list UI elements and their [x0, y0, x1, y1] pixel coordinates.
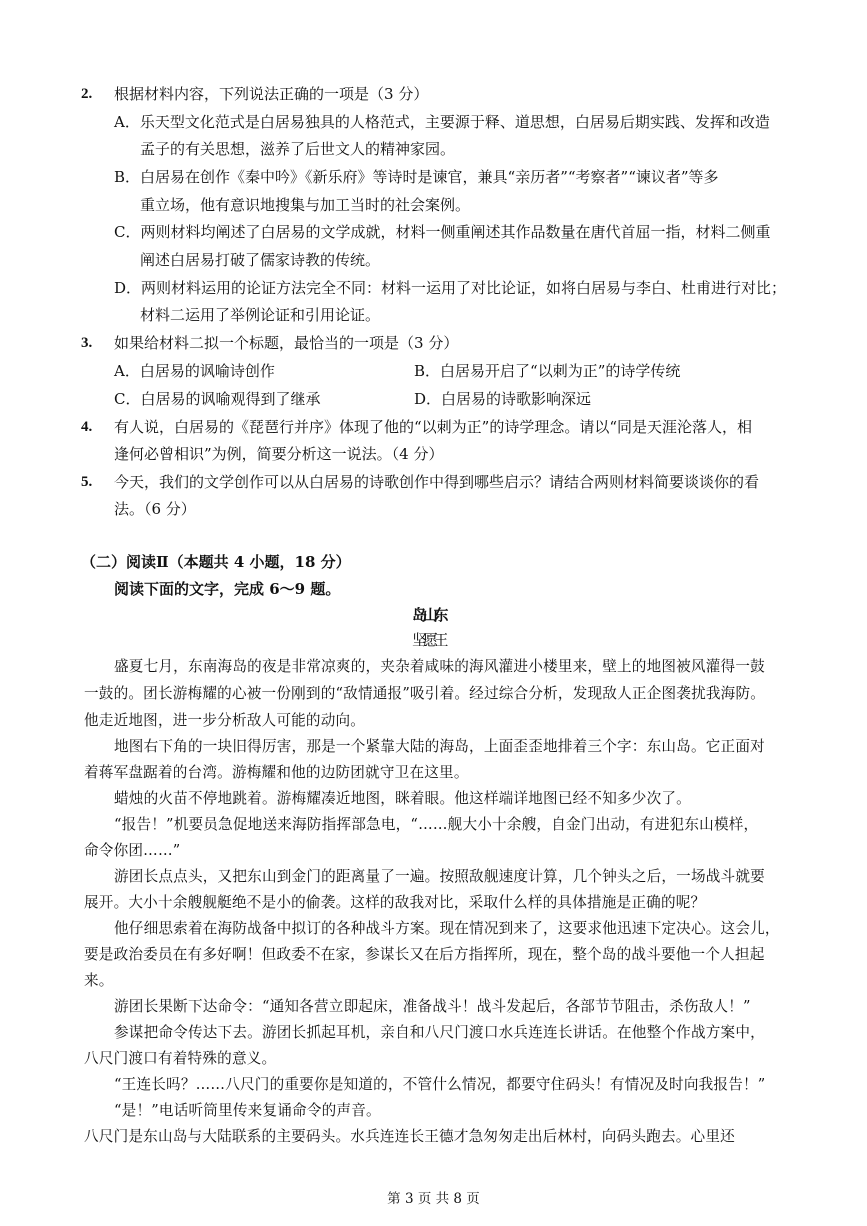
question-2-stem: 根据材料内容，下列说法正确的一项是（3 分） — [114, 85, 429, 103]
question-2-option-d-line1: D．两则材料运用的论证方法完全不同：材料一运用了对比论证，如将白居易与李白、杜甫进行对比； — [114, 279, 787, 297]
question-2-option-d-line2: 材料二运用了举例论证和引用论证。 — [140, 306, 381, 324]
question-2-option-b-line1: B．白居易在创作《秦中吟》《新乐府》等诗时是谏官，兼具“亲历者”“考察者”“谏议者”等多 — [114, 168, 719, 186]
story-line: 地图右下角的一块旧得厉害，那是一个紧靠大陆的海岛，上面歪歪地排着三个字：东山岛。它正面对 — [114, 738, 765, 755]
question-3-stem: 如果给材料二拟一个标题，最恰当的一项是（3 分） — [114, 334, 459, 352]
story-title — [0, 605, 867, 625]
page-footer: 第 3 页 共 8 页 — [387, 1191, 480, 1207]
story-line: 八尺门是东山岛与大陆联系的主要码头。水兵连连长王德才急匆匆走出后林村，向码头跑去。心里还 — [84, 1128, 735, 1145]
question-5-number: 5. — [81, 474, 93, 490]
story-line: “是！”电话听筒里传来复诵命令的声音。 — [114, 1102, 381, 1119]
question-2-option-a-line2: 孟子的有关思想，滋养了后世文人的精神家园。 — [140, 140, 456, 158]
story-line: 要是政治委员在有多好啊！但政委不在家，参谋长又在后方指挥所，现在，整个岛的战斗要他一个人担起 — [84, 946, 765, 963]
story-line: 来。 — [84, 972, 114, 989]
question-4-line2: 逢何必曾相识”为例，简要分析这一说法。（4 分） — [114, 445, 444, 463]
story-line: 游团长点点头，又把东山到金门的距离量了一遍。按照敌舰速度计算，几个钟头之后，一场战斗就要 — [114, 868, 765, 885]
story-line: 参谋把命令传达下去。游团长抓起耳机，亲自和八尺门渡口水兵连连长讲话。在他整个作战方案中， — [114, 1024, 765, 1041]
section-instruction: 阅读下面的文字，完成 6～9 题。 — [114, 580, 341, 598]
question-3-option-c: C．白居易的讽喻观得到了继承 — [114, 390, 321, 408]
story-author — [0, 630, 867, 650]
question-3-number: 3. — [81, 335, 93, 351]
story-line: 一鼓的。团长游梅耀的心被一份刚到的“敌情通报”吸引着。经过综合分析，发现敌人正企图袭扰我海防。 — [84, 685, 766, 702]
story-line: 他走近地图，进一步分析敌人可能的动向。 — [84, 712, 366, 729]
story-line: 他仔细思索着在海防战备中拟订的各种战斗方案。现在情况到来了，这要求他迅速下定决心。这会儿， — [114, 920, 780, 937]
story-line: “报告！”机要员急促地送来海防指挥部急电，“……舰大小十余艘，自金门出动，有进犯东山模样， — [114, 816, 759, 833]
question-2-option-b-line2: 重立场，他有意识地搜集与加工当时的社会案例。 — [140, 196, 471, 214]
question-2-option-a-line1: A．乐天型文化范式是白居易独具的人格范式，主要源于释、道思想，白居易后期实践、发挥和改造 — [114, 113, 770, 131]
story-line: 游团长果断下达命令：“通知各营立即起床，准备战斗！战斗发起后，各部节节阻击，杀伤敌人！” — [114, 998, 751, 1015]
question-3-option-d: D．白居易的诗歌影响深远 — [414, 390, 592, 408]
story-line: 盛夏七月，东南海岛的夜是非常凉爽的，夹杂着咸味的海风灌进小楼里来，壁上的地图被风灌得一鼓 — [114, 658, 765, 675]
question-4-line1: 有人说，白居易的《琵琶行并序》体现了他的“以刺为正”的诗学理念。请以“同是天涯沦落人，相 — [114, 418, 753, 436]
question-4-number: 4. — [81, 419, 93, 435]
section-heading: （二）阅读Ⅱ（本题共 4 小题，18 分） — [81, 553, 351, 571]
story-line: 展开。大小十余艘舰艇绝不是小的偷袭。这样的敌我对比，采取什么样的具体措施是正确的呢？ — [84, 894, 706, 911]
story-line: 蜡烛的火苗不停地跳着。游梅耀凑近地图，眯着眼。他这样端详地图已经不知多少次了。 — [114, 790, 691, 807]
story-line: 命令你团……” — [84, 842, 181, 859]
story-line: “王连长吗？……八尺门的重要你是知道的，不管什么情况，都要守住码头！有情况及时向我报告！” — [114, 1076, 766, 1093]
question-2-option-c-line2: 阐述白居易打破了儒家诗教的传统。 — [140, 251, 381, 269]
question-5-line1: 今天，我们的文学创作可以从白居易的诗歌创作中得到哪些启示？请结合两则材料简要谈谈你的看 — [114, 473, 760, 491]
question-2-number: 2. — [81, 86, 93, 102]
question-3-option-b: B．白居易开启了“以刺为正”的诗学传统 — [414, 362, 681, 380]
question-2-option-c-line1: C．两则材料均阐述了白居易的文学成就，材料一侧重阐述其作品数量在唐代首屈一指，材料二侧重 — [114, 223, 771, 241]
question-3-option-a: A．白居易的讽喻诗创作 — [114, 362, 275, 380]
story-line: 八尺门渡口有着特殊的意义。 — [84, 1050, 277, 1067]
story-line: 着蒋军盘踞着的台湾。游梅耀和他的边防团就守卫在这里。 — [84, 764, 469, 781]
question-5-line2: 法。（6 分） — [114, 500, 196, 518]
